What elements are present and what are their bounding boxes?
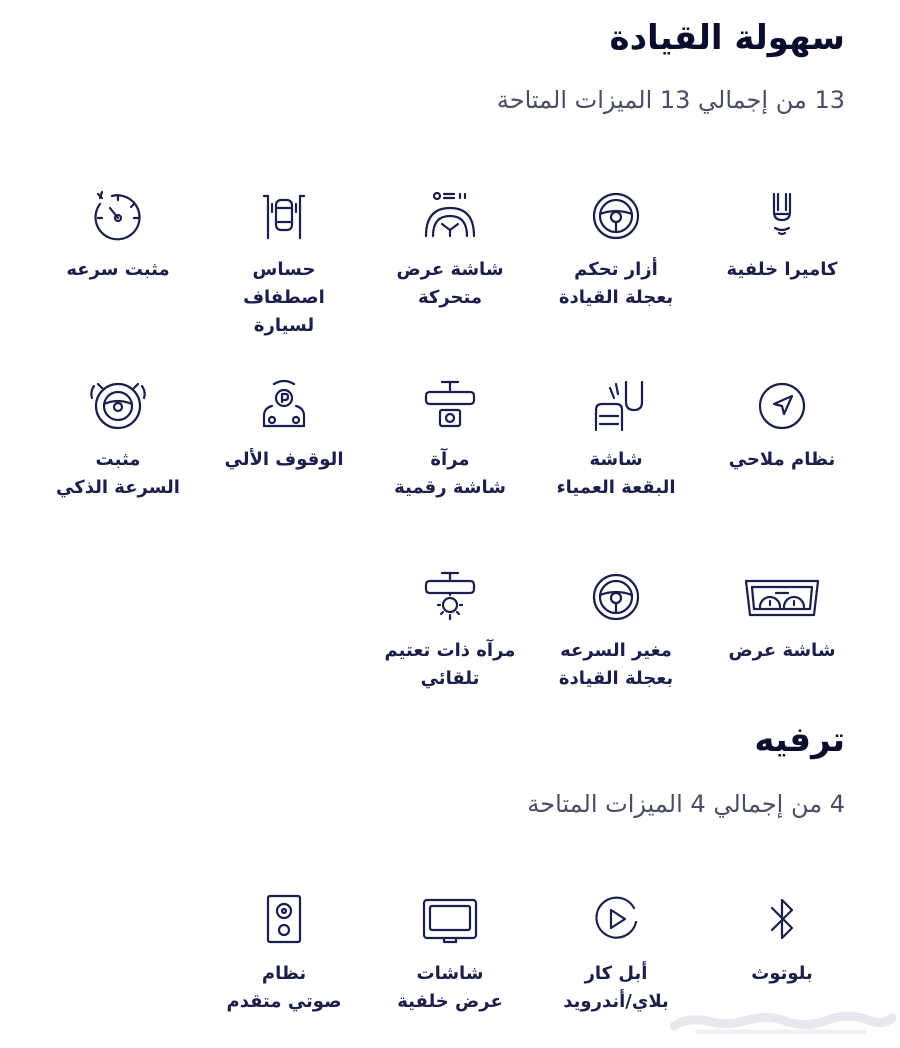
bluetooth-icon <box>752 890 812 950</box>
feature-blind-spot: شاشة البقعة العمياء <box>546 376 686 502</box>
head-up-display-icon <box>420 186 480 246</box>
adaptive-cruise-icon <box>88 376 148 436</box>
feature-adaptive-cruise: مثبت السرعة الذكي <box>48 376 188 502</box>
blind-spot-icon <box>586 376 646 436</box>
parking-sensor-icon <box>254 186 314 246</box>
steering-wheel-controls-icon <box>586 186 646 246</box>
feature-audio-system: نظام صوتي متقدم <box>214 890 354 1016</box>
feature-steering-controls: أزار تحكم بعجلة القيادة <box>546 186 686 312</box>
rear-camera-icon <box>752 186 812 246</box>
rear-screen-icon <box>420 890 480 950</box>
haraj-logo-icon <box>668 998 896 1044</box>
carplay-icon <box>586 890 646 950</box>
feature-navigation: نظام ملاحي <box>712 376 852 474</box>
digital-mirror-icon <box>420 376 480 436</box>
feature-auto-dimming-mirror: مرآه ذات تعتيم تلقائي <box>380 567 520 693</box>
feature-rear-screens: شاشات عرض خلفية <box>380 890 520 1016</box>
feature-hud: شاشة عرض متحركة <box>380 186 520 312</box>
feature-cruise-control: مثبت سرعه <box>48 186 188 284</box>
feature-parking-sensor: حساس اصطفاف لسيارة <box>214 186 354 340</box>
feature-paddle-shifters: مغير السرعه بعجلة القيادة <box>546 567 686 693</box>
haraj-watermark <box>668 998 896 1044</box>
feature-bluetooth: بلوتوث <box>712 890 852 988</box>
instrument-cluster-icon <box>740 567 824 627</box>
auto-parking-icon <box>254 376 314 436</box>
feature-digital-mirror: مرآة شاشة رقمية <box>380 376 520 502</box>
feature-carplay: أبل كار بلاي/أندرويد <box>546 890 686 1016</box>
feature-auto-parking: الوقوف الألي <box>214 376 354 474</box>
section-subtitle-driving: 13 من إجمالي 13 الميزات المتاحة <box>496 86 845 114</box>
speedometer-icon <box>88 186 148 246</box>
speaker-icon <box>254 890 314 950</box>
navigation-icon <box>752 376 812 436</box>
feature-display-screen: شاشة عرض <box>712 567 852 665</box>
auto-dimming-mirror-icon <box>420 567 480 627</box>
section-title-entertainment: ترفيه <box>754 720 845 760</box>
section-subtitle-entertainment: 4 من إجمالي 4 الميزات المتاحة <box>527 790 845 818</box>
feature-rear-camera: كاميرا خلفية <box>712 186 852 284</box>
paddle-shifters-icon <box>586 567 646 627</box>
section-title-driving: سهولة القيادة <box>609 18 845 58</box>
